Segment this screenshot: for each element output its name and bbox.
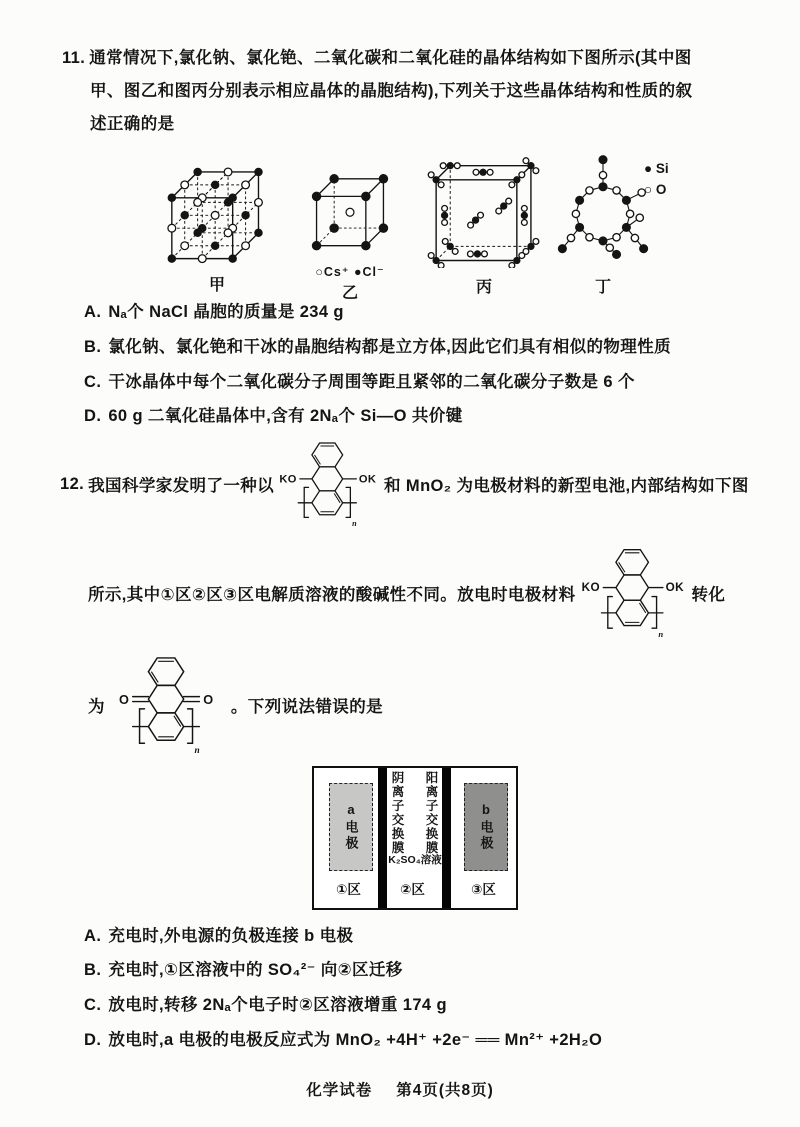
figure-bing-label: 丙 bbox=[475, 279, 492, 296]
q11-option-b-label: B. bbox=[84, 338, 102, 356]
figure-jia-label: 甲 bbox=[208, 277, 225, 294]
q11-option-c-label: C. bbox=[84, 373, 102, 391]
cation-membrane-label: 阳离子交换膜 bbox=[424, 771, 438, 855]
q11-option-b bbox=[84, 333, 671, 357]
cscl-legend bbox=[298, 264, 402, 279]
subscript-n: n bbox=[352, 518, 357, 528]
q11-option-a-text: Nₐ个 NaCl 晶胞的质量是 234 g bbox=[108, 303, 344, 321]
q12-option-d bbox=[84, 1026, 602, 1050]
ko-label: KO bbox=[581, 581, 600, 595]
electrode-a bbox=[329, 783, 373, 871]
ok-label: OK bbox=[358, 473, 377, 486]
q12-option-a-label: A. bbox=[84, 927, 102, 945]
ko-label: KO bbox=[279, 473, 297, 486]
q12-option-d-text: 放电时,a 电极的电极反应式为 MnO₂ +4H⁺ +2e⁻ ══ Mn²⁺ +2H₂O bbox=[108, 1031, 603, 1049]
si-legend-item: ● Si bbox=[644, 161, 669, 176]
oxygen-right-label: O bbox=[203, 692, 214, 708]
figure-yi-label: 乙 bbox=[341, 285, 358, 302]
electrode-a-label: a电极 bbox=[343, 802, 359, 852]
cscl-unit-cell-figure bbox=[302, 170, 398, 258]
q11-stem-line3: 述正确的是 bbox=[90, 115, 175, 133]
q12-stem-line3 bbox=[88, 648, 688, 762]
q11-option-d bbox=[84, 402, 463, 426]
electrode-b bbox=[464, 783, 508, 871]
figure-jia bbox=[142, 148, 292, 295]
co2-crystal-figure bbox=[418, 146, 550, 268]
q12-number: 12. bbox=[60, 474, 85, 493]
q12-option-c bbox=[84, 991, 447, 1015]
figure-bing bbox=[414, 146, 554, 297]
q11-option-d-text: 60 g 二氧化硅晶体中,含有 2Nₐ个 Si—O 共价键 bbox=[108, 407, 463, 425]
cl-legend-item: ●Cl⁻ bbox=[353, 265, 385, 279]
question-11 bbox=[62, 42, 762, 141]
ok-label: OK bbox=[665, 581, 684, 595]
figure-ding-label: 丁 bbox=[594, 279, 611, 296]
anion-exchange-membrane bbox=[378, 768, 387, 908]
q12-stem-line1 bbox=[60, 434, 772, 534]
zone-3-label: ③区 bbox=[471, 882, 496, 897]
nacl-unit-cell-figure bbox=[154, 148, 280, 266]
figure-yi bbox=[298, 170, 402, 303]
polymer-quinone-structure bbox=[107, 655, 229, 755]
footer-page-number: 第4页(共8页) bbox=[396, 1082, 494, 1099]
q11-stem-text1: 通常情况下,氯化钠、氯化铯、二氧化碳和二氧化硅的晶体结构如下图所示(其中图 bbox=[89, 49, 692, 67]
anion-membrane-label: 阴离子交换膜 bbox=[390, 771, 404, 855]
q12-option-b bbox=[84, 956, 403, 980]
q12-option-b-label: B. bbox=[84, 961, 102, 979]
q12-line2-before: 所示,其中①区②区③区电解质溶液的酸碱性不同。放电时电极材料 bbox=[88, 586, 576, 604]
q11-number: 11. bbox=[62, 49, 86, 67]
zone-1-label: ①区 bbox=[336, 882, 361, 897]
page-footer bbox=[0, 1078, 800, 1100]
q11-option-c bbox=[84, 368, 635, 392]
sio2-network-figure bbox=[547, 150, 659, 268]
q12-option-a bbox=[84, 922, 353, 946]
subscript-n: n bbox=[657, 629, 664, 640]
o-legend-item: ○ O bbox=[644, 182, 667, 197]
polymer-ko-structure bbox=[276, 439, 382, 529]
q12-option-c-text: 放电时,转移 2Nₐ个电子时②区溶液增重 174 g bbox=[108, 996, 447, 1014]
sio2-legend bbox=[644, 158, 669, 200]
subscript-n: n bbox=[194, 746, 200, 755]
q11-option-b-text: 氯化钠、氯化铯和干冰的晶胞结构都是立方体,因此它们具有相似的物理性质 bbox=[108, 338, 671, 356]
q12-option-c-label: C. bbox=[84, 996, 102, 1014]
q11-option-a-label: A. bbox=[84, 303, 102, 321]
q12-line2-after: 转化 bbox=[691, 586, 726, 604]
zone-2-label: ②区 bbox=[400, 882, 425, 897]
q11-option-d-label: D. bbox=[84, 407, 102, 425]
q12-line3-after: 。下列说法错误的是 bbox=[230, 698, 384, 716]
q11-stem-line1 bbox=[62, 42, 762, 75]
battery-diagram bbox=[312, 766, 518, 910]
q12-option-a-text: 充电时,外电源的负极连接 b 电极 bbox=[108, 927, 354, 945]
cs-legend-item: ○Cs⁺ bbox=[315, 265, 350, 279]
q12-stem-before: 我国科学家发明了一种以 bbox=[88, 477, 275, 495]
q12-stem-line2 bbox=[88, 542, 768, 644]
polymer-ko-structure-2 bbox=[578, 545, 690, 641]
q11-option-a bbox=[84, 298, 344, 322]
oxygen-left-label: O bbox=[118, 692, 130, 708]
q11-stem-line2: 甲、图乙和图丙分别表示相应晶体的晶胞结构),下列关于这些晶体结构和性质的叙 bbox=[90, 82, 693, 100]
q12-option-d-label: D. bbox=[84, 1031, 102, 1049]
electrode-b-label: b电极 bbox=[478, 802, 494, 852]
q12-line3-before: 为 bbox=[88, 698, 105, 716]
q12-stem-after: 和 MnO₂ 为电极材料的新型电池,内部结构如下图 bbox=[384, 477, 749, 495]
q11-option-c-text: 干冰晶体中每个二氧化碳分子周围等距且紧邻的二氧化碳分子数是 6 个 bbox=[108, 373, 635, 391]
footer-exam-title: 化学试卷 bbox=[306, 1082, 373, 1099]
figure-ding bbox=[546, 150, 660, 297]
solution-label: K₂SO₄溶液 bbox=[388, 854, 442, 866]
q12-option-b-text: 充电时,①区溶液中的 SO₄²⁻ 向②区迁移 bbox=[108, 961, 403, 979]
cation-exchange-membrane bbox=[442, 768, 451, 908]
